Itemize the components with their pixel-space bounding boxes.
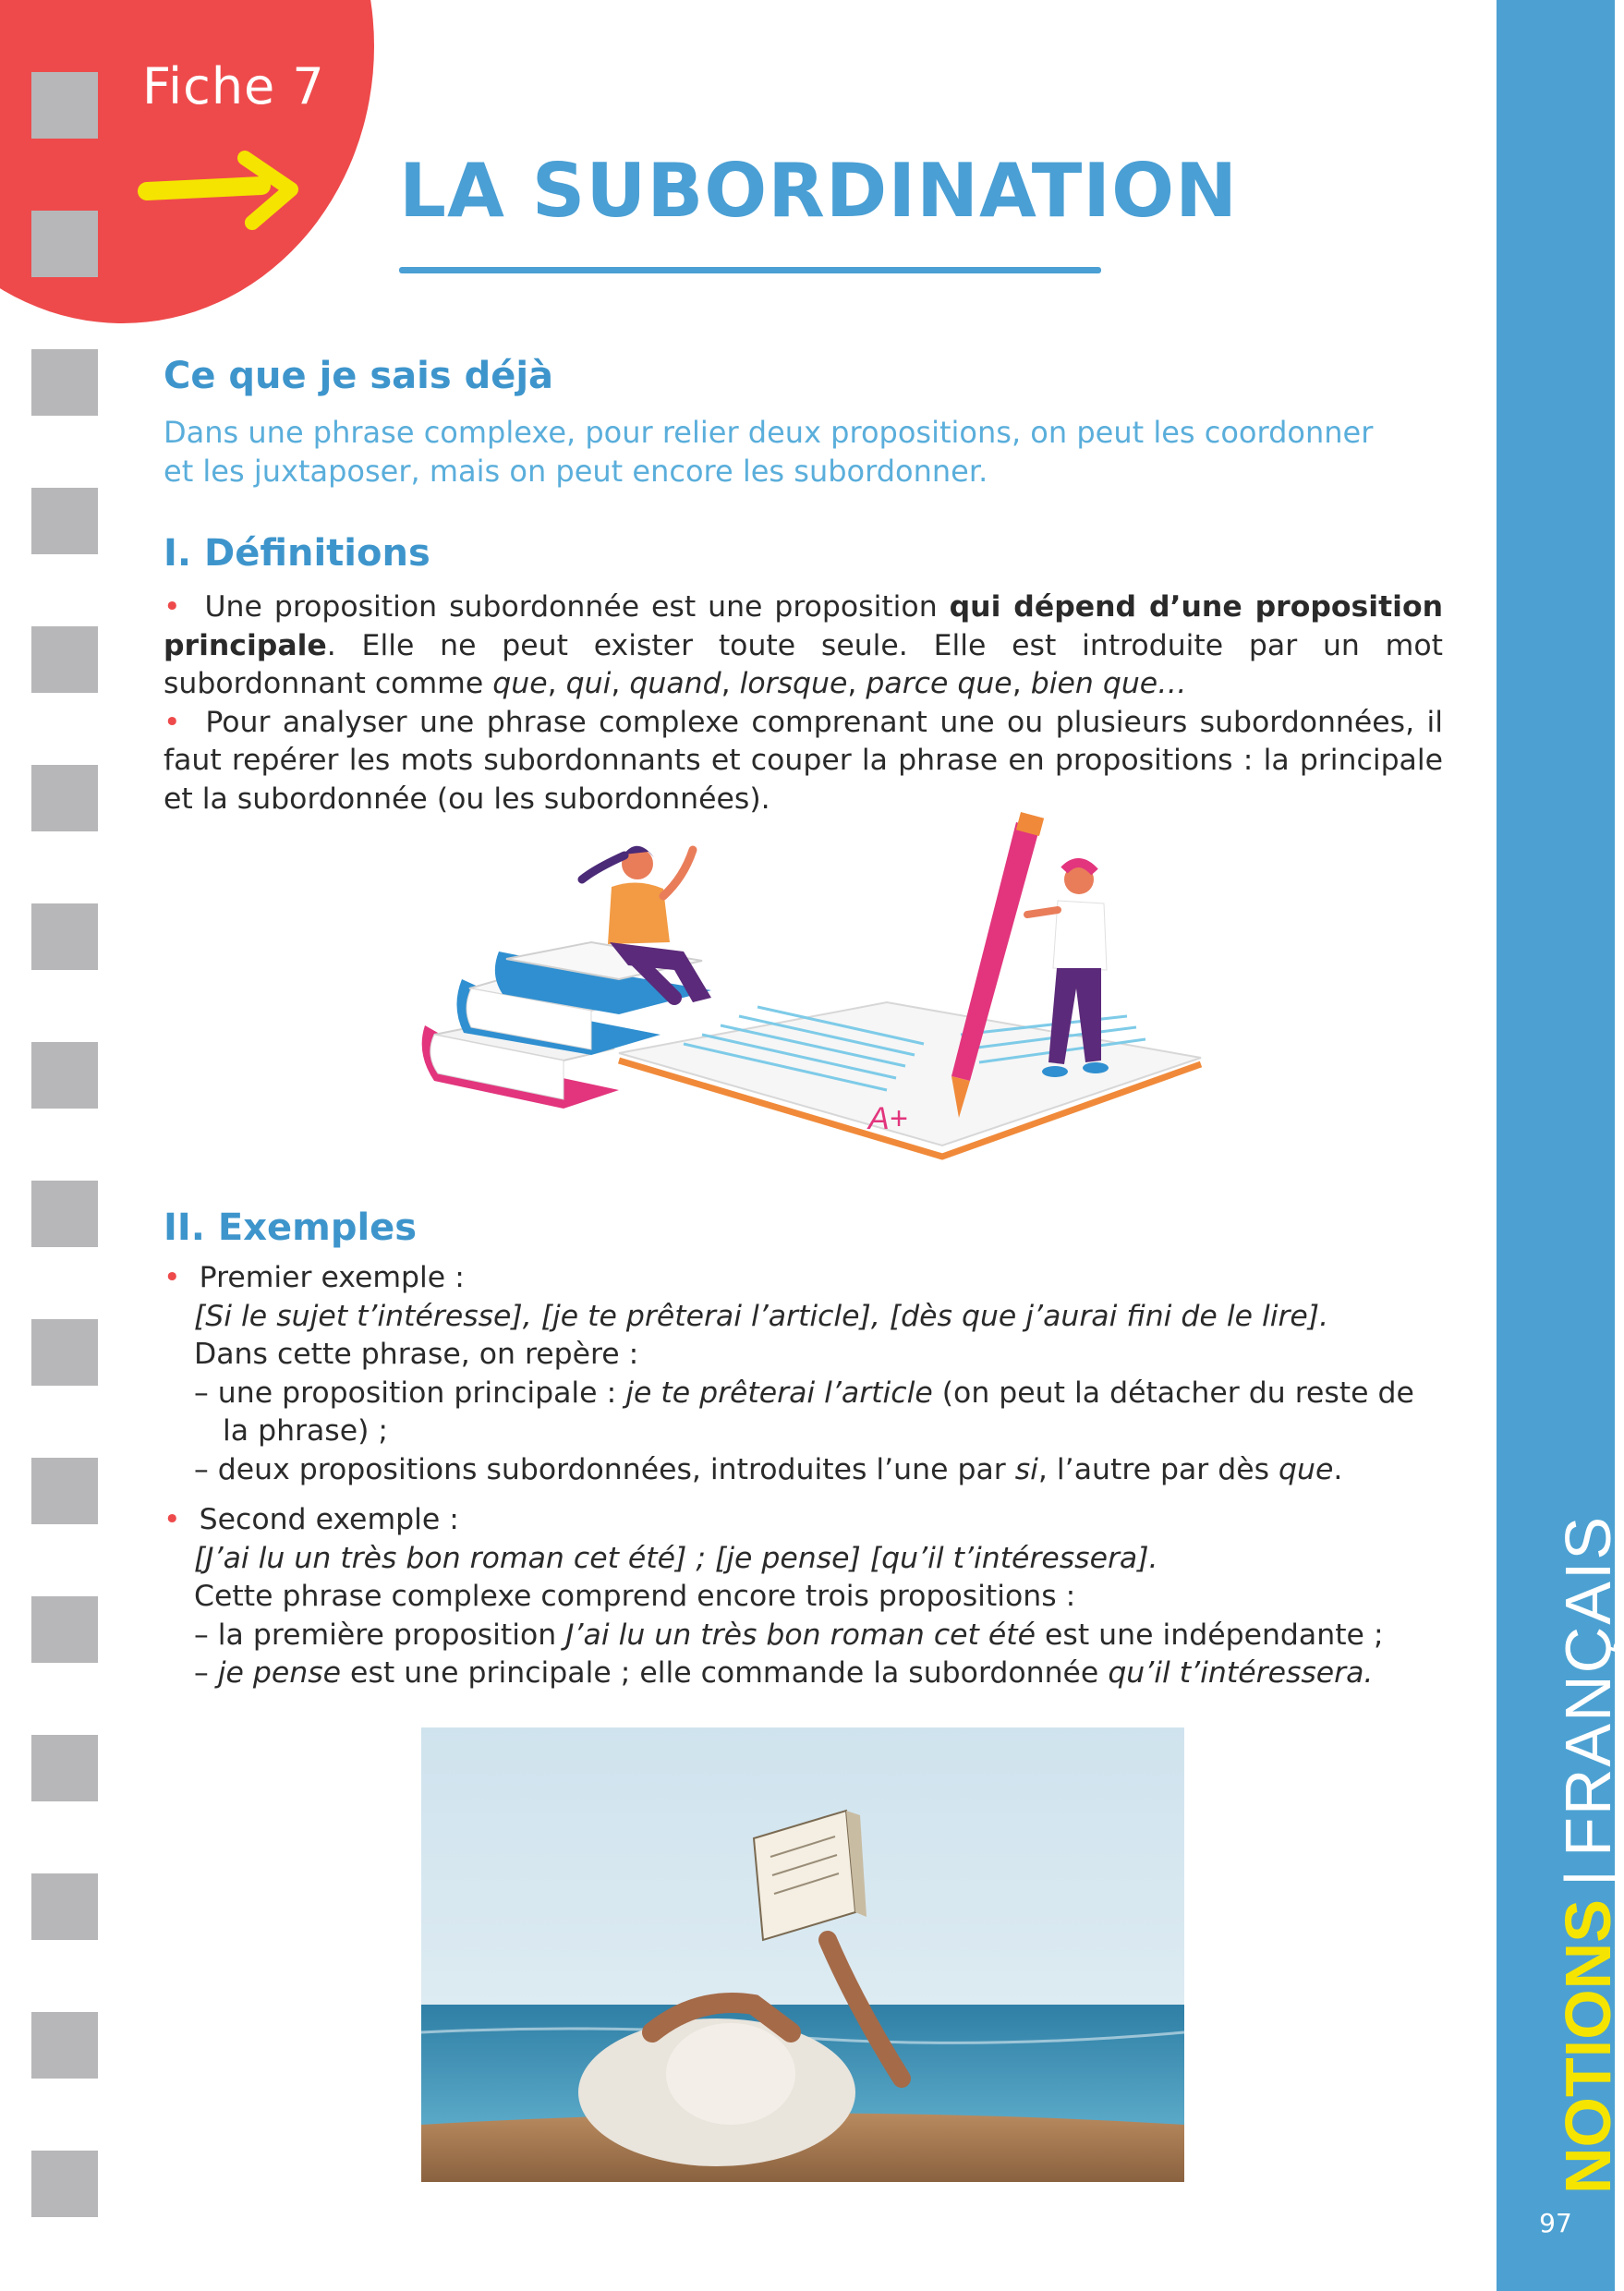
definition-bullet-1: • Une proposition subordonnée est une proposition qui dépend d’une proposition principale. Elle ne peut exister toute seule. Elle est introduite par un mot subordonnant comme que, qui, quand, lorsque, parce que, bien que…: [164, 590, 1444, 700]
example-2-label: • Second exemple :: [164, 1503, 459, 1536]
notions-label: NOTIONS: [1552, 1899, 1624, 2194]
arrow-right-icon: [143, 143, 309, 236]
example-1-item-1: – une proposition principale : je te prêterai l’article (on peut la détacher du reste de: [194, 1376, 1414, 1410]
beach-reading-photo: [421, 1727, 1184, 2182]
separator: |: [1552, 1869, 1624, 1887]
intro-text: [164, 413, 1383, 491]
examples-heading: II. Exemples: [164, 1206, 418, 1249]
intro-line-2: et les juxtaposer, mais on peut encore les subordonner.: [164, 454, 988, 489]
example-1-item-2: – deux propositions subordonnées, introduites l’une par si, l’autre par dès que.: [194, 1452, 1343, 1486]
subject-label: FRANÇAIS: [1552, 1514, 1624, 1857]
definition-bullet-2: • Pour analyser une phrase complexe comprenant une ou plusieurs subordonnées, il faut repérer les mots subordonnants et couper la phrase en propositions : la principale et la subordonnée (ou les subordonnées).: [164, 705, 1443, 816]
title-underline: [399, 267, 1101, 273]
definitions-body: [164, 588, 1443, 818]
example-2-intro: Cette phrase complexe comprend encore trois propositions :: [194, 1580, 1076, 1613]
intro-heading: Ce que je sais déjà: [164, 355, 554, 397]
books-illustration: [406, 813, 1219, 1182]
fiche-number: Fiche 7: [142, 57, 325, 115]
example-1-label: • Premier exemple :: [164, 1261, 465, 1294]
example-1-sentence: [Si le sujet t’intéresse], [je te prêterai l’article], [dès que j’aurai fini de le lire].: [194, 1299, 1329, 1333]
page-title: LA SUBORDINATION: [399, 148, 1239, 234]
intro-line-1: Dans une phrase complexe, pour relier deux propositions, on peut les coordonner: [164, 415, 1374, 450]
open-notebook: [619, 1002, 1201, 1157]
example-1: [164, 1259, 1457, 1489]
example-1-intro: Dans cette phrase, on repère :: [194, 1338, 639, 1371]
example-1-item-1-cont: la phrase) ;: [223, 1414, 388, 1448]
example-2-item-2: – je pense est une principale ; elle commande la subordonnée qu’il t’intéressera.: [194, 1656, 1374, 1690]
grade-mark: A+: [868, 1101, 908, 1136]
page-number: 97: [1539, 2208, 1572, 2238]
definitions-heading: I. Définitions: [164, 532, 430, 575]
example-2-item-1: – la première proposition J’ai lu un très bon roman cet été est une indépendante ;: [194, 1618, 1384, 1652]
example-2-sentence: [J’ai lu un très bon roman cet été] ; [je pense] [qu’il t’intéressera].: [194, 1541, 1158, 1575]
example-2: [164, 1501, 1457, 1693]
side-band-label: [1552, 1514, 1624, 2194]
